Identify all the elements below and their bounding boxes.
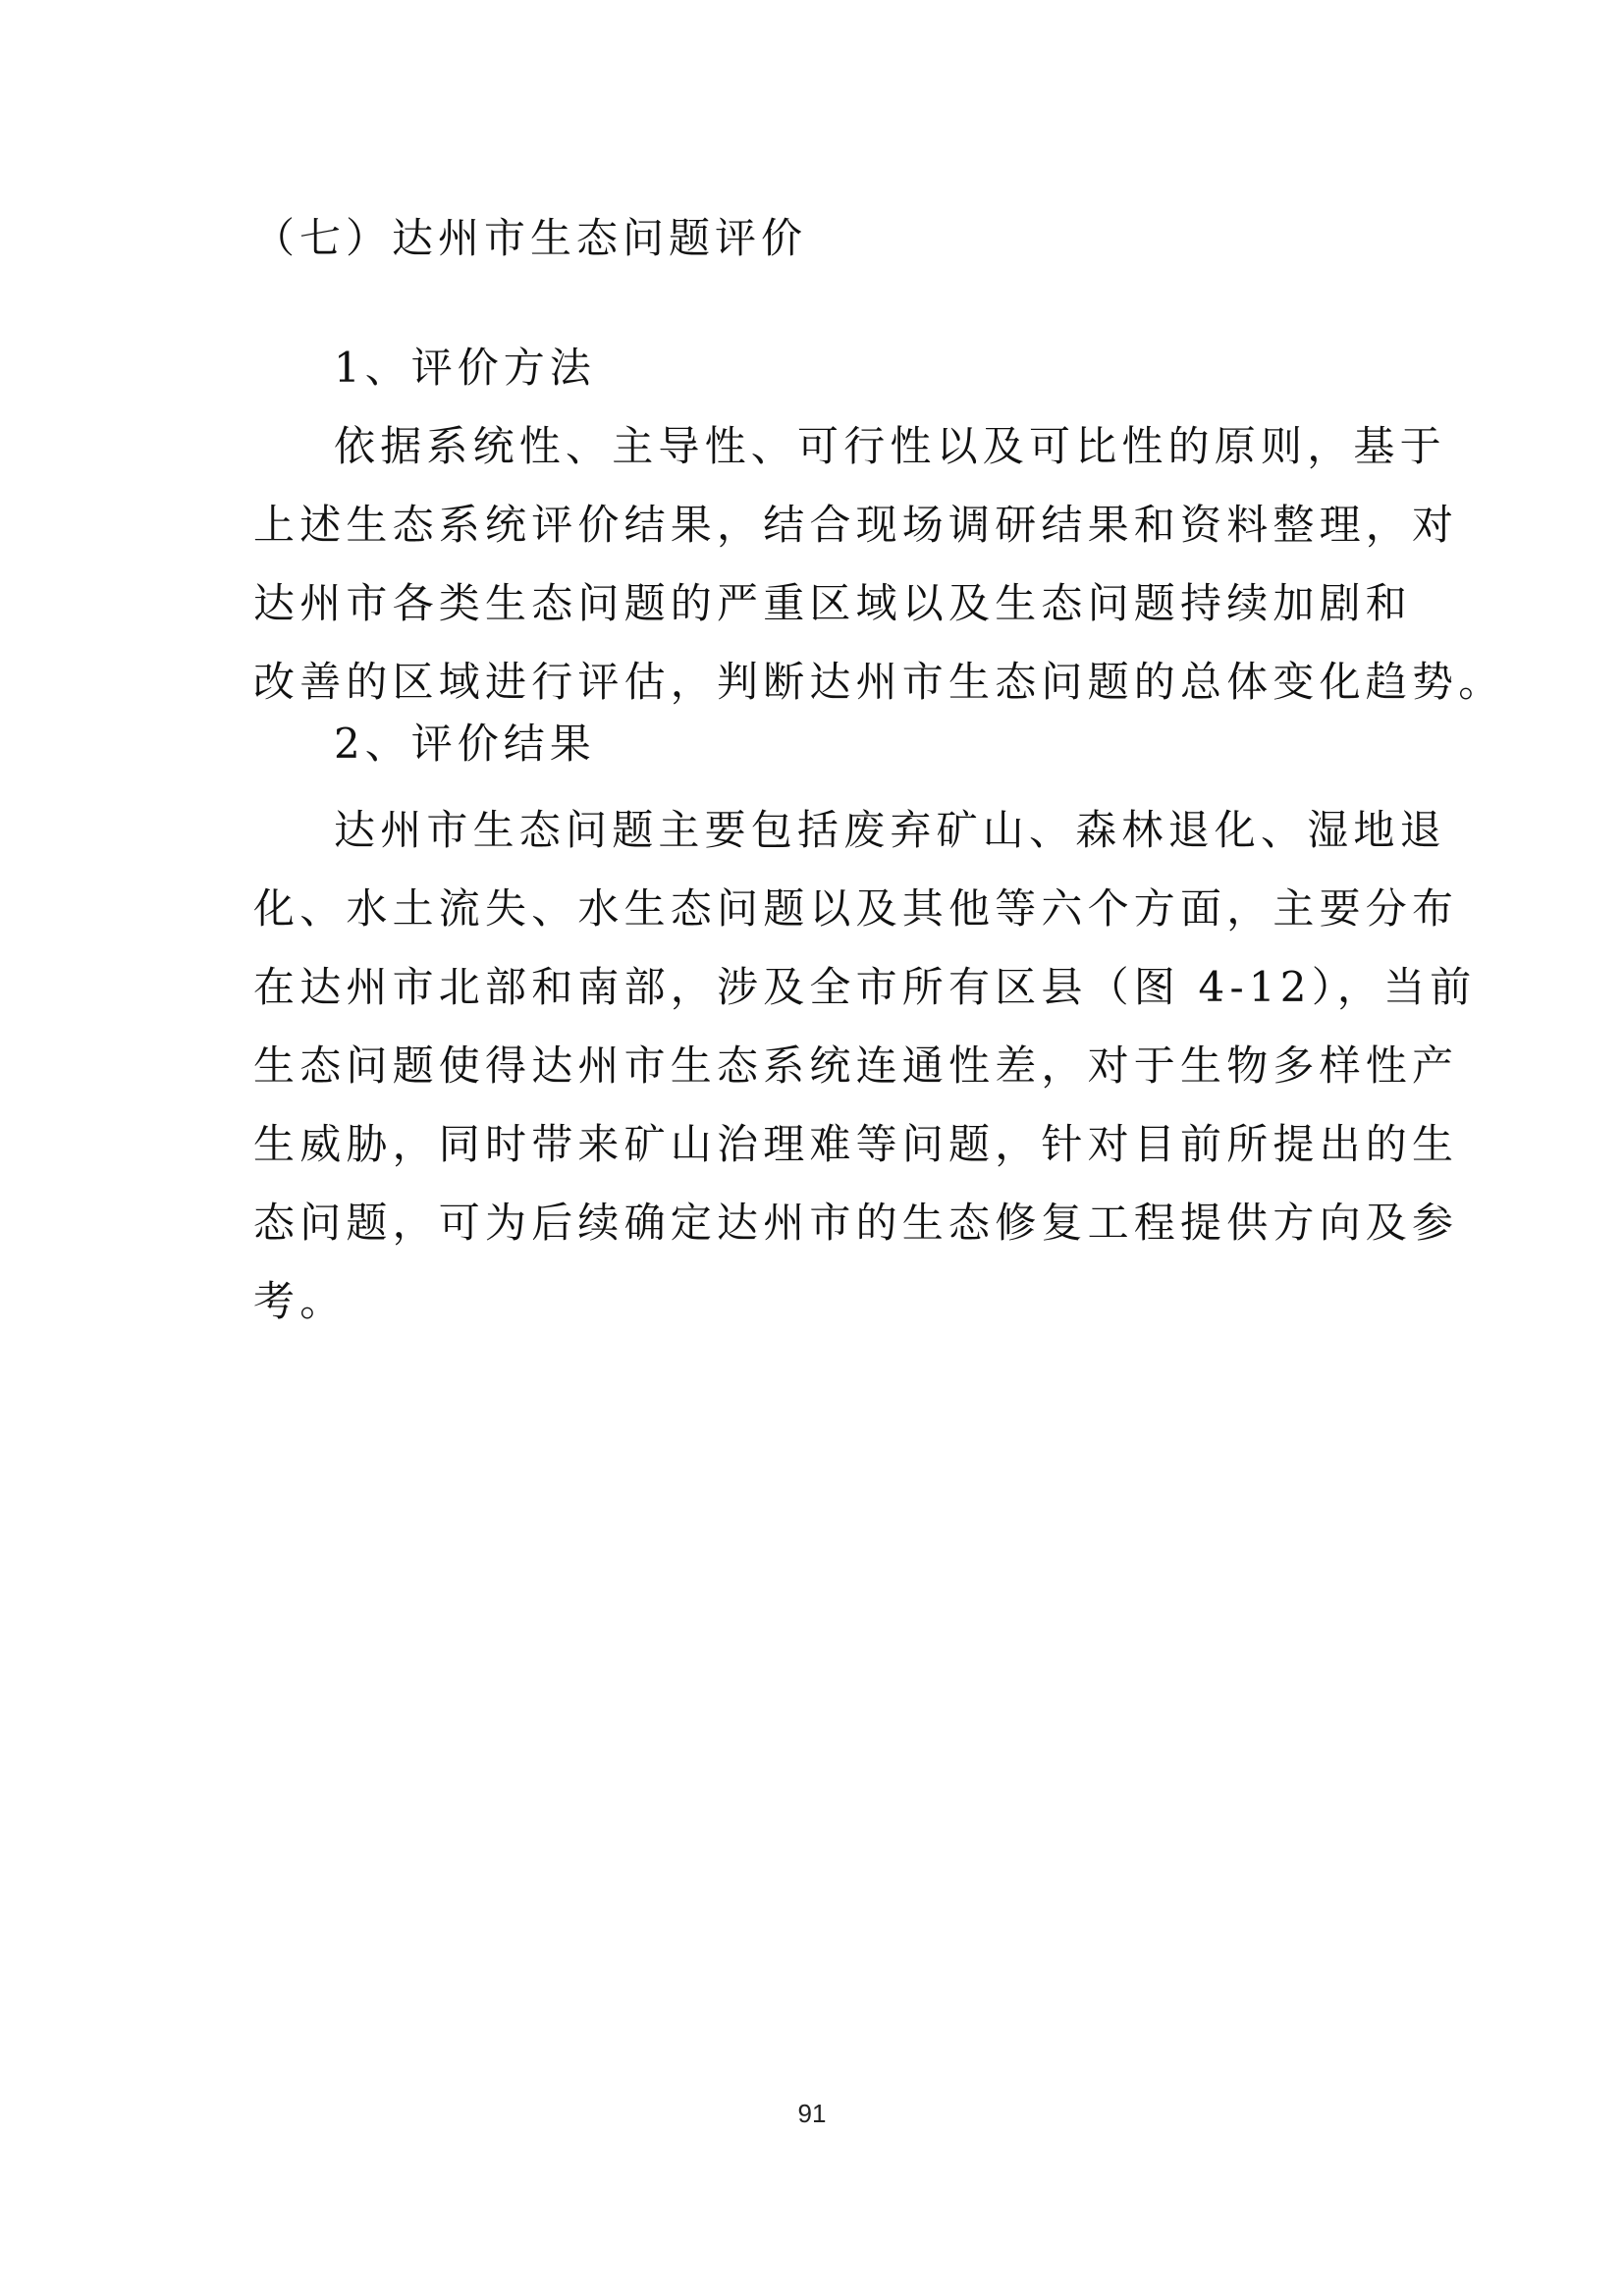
- paragraph-line: 上述生态系统评价结果，结合现场调研结果和资料整理，对: [253, 501, 1459, 549]
- paragraph-line: 在达州市北部和南部，涉及全市所有区县（图 4-12），当前: [253, 963, 1477, 1011]
- paragraph-line: 达州市各类生态问题的严重区域以及生态问题持续加剧和: [253, 579, 1413, 627]
- evaluation-method-heading: 1、评价方法: [334, 344, 596, 392]
- paragraph-line: 达州市生态问题主要包括废弃矿山、森林退化、湿地退: [334, 806, 1446, 854]
- paragraph-line: 改善的区域进行评估，判断达州市生态问题的总体变化趋势。: [253, 658, 1505, 706]
- paragraph-line: 化、水土流失、水生态问题以及其他等六个方面，主要分布: [253, 884, 1459, 933]
- paragraph-line: 生威胁，同时带来矿山治理难等问题，针对目前所提出的生: [253, 1120, 1459, 1168]
- paragraph-line: 考。: [253, 1277, 347, 1325]
- section-heading: （七）达州市生态问题评价: [253, 214, 808, 262]
- evaluation-result-heading: 2、评价结果: [334, 720, 596, 768]
- evaluation-method-paragraph: [253, 407, 1505, 721]
- page-number: 91: [797, 2099, 827, 2128]
- paragraph-line: 生态问题使得达州市生态系统连通性差，对于生物多样性产: [253, 1041, 1459, 1090]
- paragraph-line: 态问题，可为后续确定达州市的生态修复工程提供方向及参: [253, 1199, 1459, 1247]
- evaluation-result-paragraph: [253, 791, 1477, 1341]
- paragraph-line: 依据系统性、主导性、可行性以及可比性的原则，基于: [334, 422, 1446, 470]
